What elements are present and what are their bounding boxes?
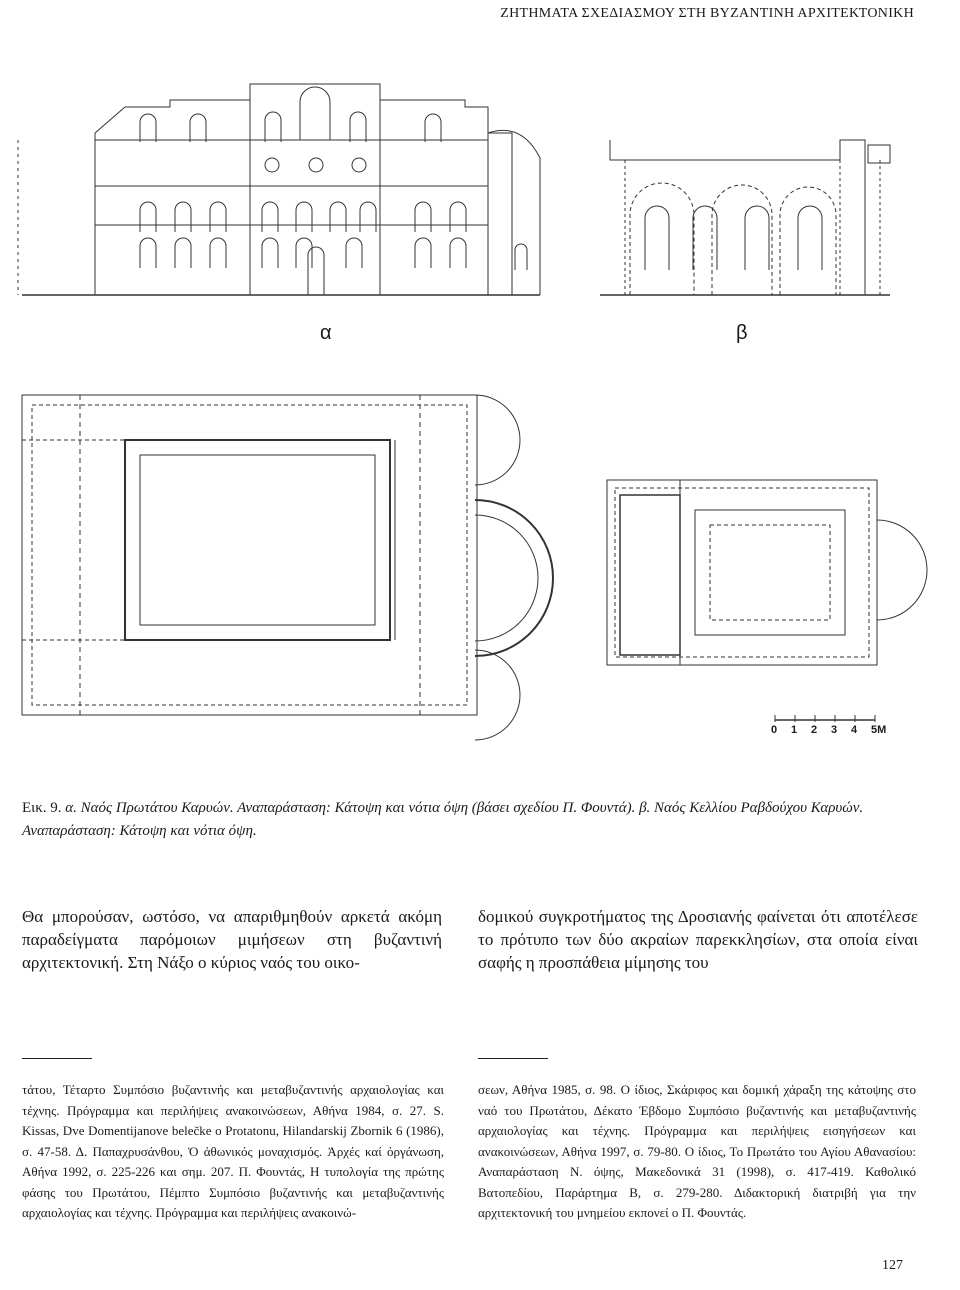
plan-b bbox=[607, 480, 927, 665]
scale-tick-2: 2 bbox=[811, 724, 818, 736]
footnote-rule-right bbox=[478, 1058, 548, 1059]
scale-tick-5: 5M bbox=[871, 724, 887, 736]
footnote-rule-left bbox=[22, 1058, 92, 1059]
body-text-left: Θα μπορούσαν, ωστόσο, να απαριθμηθούν αρκετά ακόμη παραδείγματα παρόμοιων μιμήσεων στη βυζαντινή αρχιτεκτονική. Στη Νάξο ο κύριος ναός του οικο- bbox=[22, 907, 442, 972]
elevation-b bbox=[600, 140, 890, 295]
scale-tick-3: 3 bbox=[831, 724, 838, 736]
scale-tick-1: 1 bbox=[791, 724, 798, 736]
running-header: ΖΗΤΗΜΑΤΑ ΣΧΕΔΙΑΣΜΟΥ ΣΤΗ ΒΥΖΑΝΤΙΝΗ ΑΡΧΙΤΕΚΤΟΝΙΚΗ bbox=[500, 6, 914, 21]
scale-bar bbox=[775, 715, 875, 722]
scale-tick-4: 4 bbox=[851, 724, 858, 736]
elevation-a bbox=[18, 84, 540, 295]
footnote-right: σεων, Αθήνα 1985, σ. 98. Ο ίδιος, Σκάριφος και δομική χάραξη της κάτοψης στο ναό του Πρωτάτου, Δέκατο Έβδομο Συμπόσιο βυζαντινής και μεταβυζαντινής αρχαιολογίας και τέχνης. Πρόγραμμα και περιλήψεις εισηγήσεων και ανακοινώσεων, Αθήνα 1997, σ. 79-80. Ο ίδιος, Το Πρωτάτο του Αγίου Αθανασίου: Αναπαράσταση Ν. όψης, Μακεδονικά 31 (1998), σ. 417-419. Καθολικό Βατοπεδίου, Παράρτημα Β, σ. 279-280. Διδακτορική διατριβή για την αρχιτεκτονική του μνημείου εκπονεί ο Π. Φουντάς. bbox=[478, 1082, 916, 1220]
caption-number: Εικ. 9. bbox=[22, 800, 62, 816]
body-text-right: δομικού συγκροτήματος της Δροσιανής φαίνεται ότι αποτέλεσε το πρότυπο των δύο ακραίων παρεκκλησίων, στα οποία είναι σαφής η προσπάθεια μίμησης του bbox=[478, 907, 918, 972]
footnote-left: τάτου, Τέταρτο Συμπόσιο βυζαντινής και μεταβυζαντινής αρχαιολογίας και τέχνης. Πρόγραμμα και περιλήψεις ανακοινώσεων, Αθήνα 1984, σ. 27. S. Kissas, Dve Domentijanove belečke o Protatonu, Hilandarskij Zbornik 6 (1986), σ. 47-58. Δ. Παπαχρυσάνθου, Ὁ ἀθωνικός μοναχισμός. Ἀρχές καί ὀργάνωση, Αθήνα 1992, σ. 225-226 και σημ. 207. Π. Φουντάς, Η τυπολογία της πρώτης φάσης του Πρωτάτου, Πέμπτο Συμπόσιο βυζαντινής και μεταβυζαντινής αρχαιολογίας και τέχνης. Πρόγραμμα και περιλήψεις ανακοινώ- bbox=[22, 1082, 444, 1220]
figure-label-b: β bbox=[736, 322, 748, 344]
page-number: 127 bbox=[882, 1258, 903, 1273]
figure-label-a: α bbox=[320, 322, 332, 344]
plan-a bbox=[22, 395, 553, 740]
scale-tick-0: 0 bbox=[771, 724, 778, 736]
figure-caption bbox=[22, 797, 918, 843]
caption-text: α. Ναός Πρωτάτου Καρυών. Αναπαράσταση: Κάτοψη και νότια όψη (βάσει σχεδίου Π. Φουντά). β. Ναός Κελλίου Ραβδούχου Καρυών. Αναπαράσταση: Κάτοψη και νότια όψη. bbox=[22, 800, 864, 839]
